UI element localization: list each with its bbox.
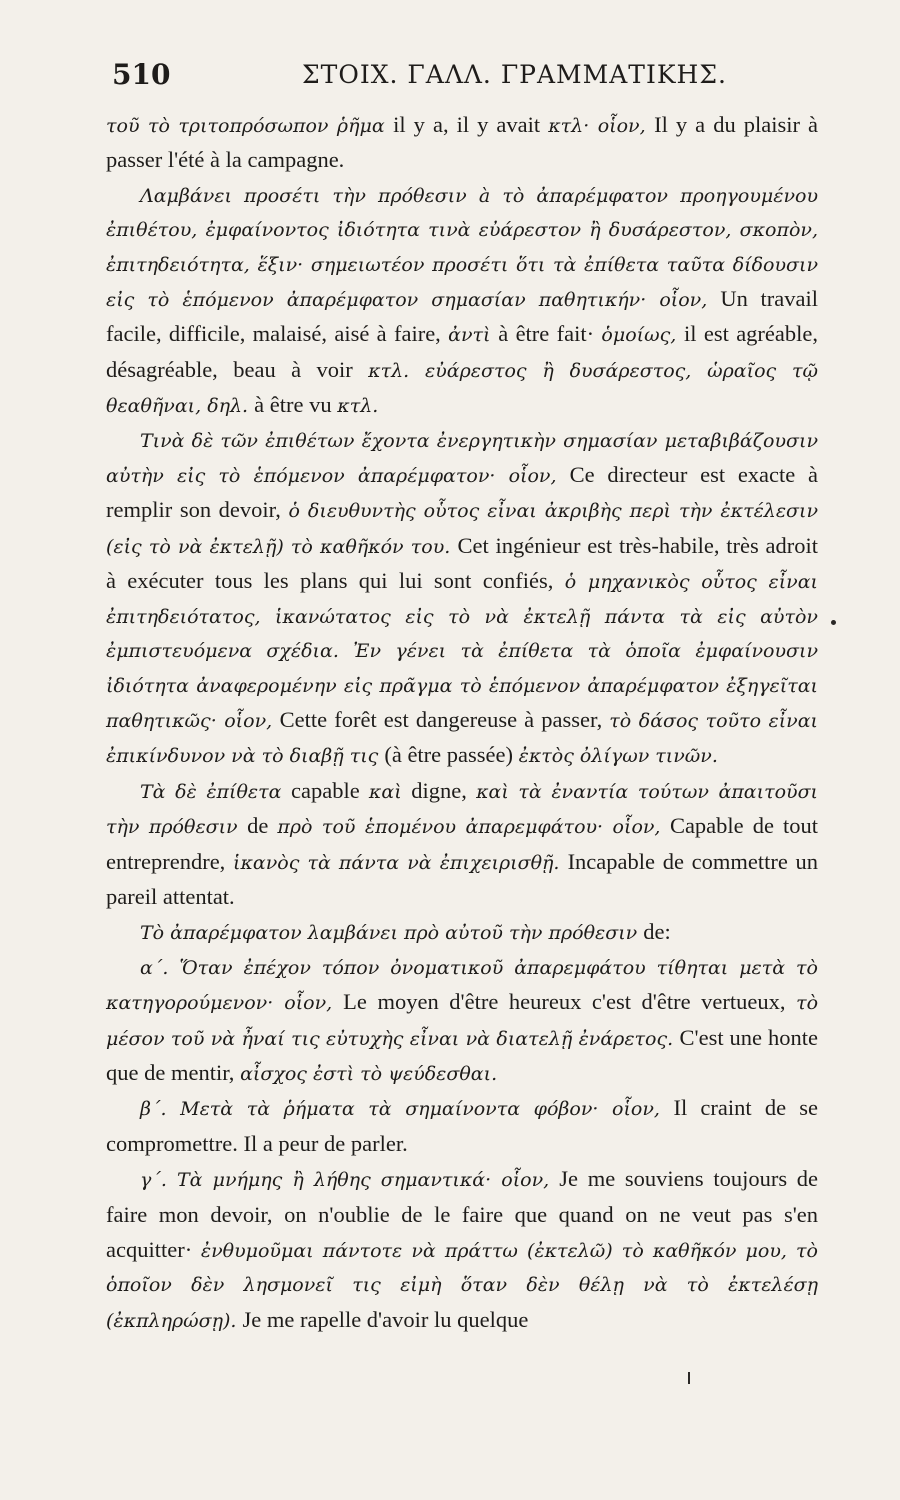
paragraph xyxy=(106,1162,818,1338)
french-example: capable xyxy=(291,777,369,803)
french-example: Cet ingénieur est très-habile, très adroit à exécuter tous les plans qui lui sont confiés, xyxy=(106,532,818,594)
french-example: Incapable de commettre un pareil attentat. xyxy=(106,848,819,909)
greek-text: ἐκτὸς ὀλίγων τινῶν. xyxy=(518,745,718,768)
greek-text: Τὰ δὲ ἐπίθετα xyxy=(140,780,292,803)
page-header xyxy=(112,58,827,98)
greek-text: αἶσχος ἐστὶ τὸ ψεύδεσθαι. xyxy=(240,1062,498,1085)
running-title: ΣΤΟΙΧ. ΓΑΛΛ. ΓΡΑΜΜΑΤΙΚΗΣ. xyxy=(302,60,727,89)
french-example: digne, xyxy=(411,777,477,803)
french-example: C'est une honte que de mentir, xyxy=(106,1024,818,1085)
french-example: à être vu xyxy=(254,392,338,418)
french-example: de: xyxy=(643,919,671,945)
greek-text: κτλ· οἷον, xyxy=(548,115,655,137)
greek-text: κτλ. xyxy=(337,395,379,418)
greek-text: γ΄. Τὰ μνήμης ἢ λήθης σημαντικά· οἷον, xyxy=(140,1169,560,1192)
greek-text: τὸ μέσον τοῦ νὰ ἦναί τις εὐτυχὴς εἶναι νὰ διατελῇ ἐνάρετος. xyxy=(106,992,819,1050)
greek-text: ἱκανὸς τὰ πάντα νὰ ἐπιχειρισθῇ. xyxy=(233,851,568,874)
french-example: Je me rapelle d'avoir lu quelque xyxy=(242,1306,529,1332)
greek-text: β΄. Μετὰ τὰ ῥήματα τὰ σημαίνοντα φόβον· οἷον, xyxy=(140,1098,674,1121)
ink-mark xyxy=(688,1372,690,1384)
paragraph xyxy=(106,1091,818,1162)
greek-text: τοῦ τὸ τριτοπρόσωπον ῥῆμα xyxy=(106,115,394,137)
greek-text: Τινὰ δὲ τῶν ἐπιθέτων ἔχοντα ἐνεργητικὴν σημασίαν μεταβιβάζουσιν αὐτὴν εἰς τὸ ἑπόμενον ἀπαρέμφατον· οἷον, xyxy=(106,429,818,488)
greek-text: ἐνθυμοῦμαι πάντοτε νὰ πράττω (ἐκτελῶ) τὸ καθῆκόν μου, τὸ ὁποῖον δὲν λησμονεῖ τις εἰμὴ ὅταν δὲν θέλῃ νὰ τὸ ἐκτελέσῃ (ἐκπληρώσῃ). xyxy=(106,1240,818,1332)
french-example: Le moyen d'être heureux c'est d'être vertueux, xyxy=(343,989,797,1015)
greek-text: Λαμβάνει προσέτι τὴν πρόθεσιν à τὸ ἀπαρέμφατον προηγουμένου ἐπιθέτου, ἐμφαίνοντος ἰδιότητα τινὰ εὐάρεστον ἢ δυσάρεστον, σκοπὸν, ἐπιτηδειότητα, ἕξιν· σημειωτέον προσέτι ὅτι τὰ ἐπίθετα ταῦτα δίδουσιν εἰς τὸ ἑπόμενον ἀπαρέμφατον σημασίαν παθητικήν· οἷον, xyxy=(106,184,818,312)
french-example: Cette forêt est dangereuse à passer, xyxy=(279,706,610,732)
paragraph xyxy=(106,774,818,916)
french-example: Je me souviens toujours de faire mon devoir, on n'oublie de le faire que quand on ne veut pas s'en acquitter· xyxy=(106,1166,818,1262)
french-example: Il craint de se compromettre. Il a peur de parler. xyxy=(106,1095,818,1156)
paragraph xyxy=(106,179,818,424)
greek-text: κτλ. εὐάρεστος ἢ δυσάρεστος, ὡραῖος τῷ θεαθῆναι, δηλ. xyxy=(106,359,819,418)
greek-text: ἀντὶ xyxy=(448,324,499,347)
french-example: (à être passée) xyxy=(384,742,519,768)
french-example: Ce directeur est exacte à remplir son devoir, xyxy=(106,462,818,523)
paragraph xyxy=(106,915,818,950)
greek-text: τὸ δάσος τοῦτο εἶναι ἐπικίνδυνον νὰ τὸ διαβῇ τις xyxy=(106,709,819,768)
paragraph xyxy=(106,424,818,774)
french-example: il y a, il y avait xyxy=(393,112,549,137)
greek-text: καὶ τὰ ἐναντία τούτων ἀπαιτοῦσι τὴν πρόθεσιν xyxy=(106,780,819,839)
greek-text: ὁμοίως, xyxy=(601,324,685,347)
greek-text: ὁ μηχανικὸς οὗτος εἶναι ἐπιτηδειότατος, ἱκανώτατος εἰς τὸ νὰ ἐκτελῇ πάντα τὰ εἰς αὐτὸν ἐμπιστευόμενα σχέδια. Ἐν γένει τὰ ἐπίθετα τὰ ὁποῖα ἐμφαίνουσιν ἰδιότητα ἀναφερομένην εἰς πρᾶγμα τὸ ἑπόμενον ἀπαρέμφατον ἐξηγεῖται παθητικῶς· οἷον, xyxy=(106,571,819,732)
greek-text: Τὸ ἀπαρέμφατον λαμβάνει πρὸ αὐτοῦ τὴν πρόθεσιν xyxy=(140,922,644,945)
page-number: 510 xyxy=(112,58,171,91)
greek-text: ὁ διευθυντὴς οὗτος εἶναι ἀκριβὴς περὶ τὴν ἐκτέλεσιν (εἰς τὸ νὰ ἐκτελῇ) τὸ καθῆκόν του. xyxy=(106,500,819,558)
greek-text: α΄. Ὅταν ἐπέχον τόπον ὀνοματικοῦ ἀπαρεμφάτου τίθηται μετὰ τὸ κατηγορούμενον· οἷον, xyxy=(106,956,818,1015)
french-example: Il y a du plaisir à passer l'été à la campagne. xyxy=(106,112,818,173)
french-example: Un travail facile, difficile, malaisé, aisé à faire, xyxy=(106,286,819,347)
french-example: il est agréable, désagréable, beau à voir xyxy=(106,321,819,382)
greek-text: πρὸ τοῦ ἑπομένου ἀπαρεμφάτου· οἷον, xyxy=(277,816,670,839)
french-example: Capable de tout entreprendre, xyxy=(106,813,818,874)
body-text xyxy=(106,108,818,1338)
greek-text: καὶ xyxy=(368,780,412,803)
paragraph xyxy=(106,951,818,1092)
paragraph xyxy=(106,108,818,179)
french-example: de xyxy=(247,813,278,839)
ink-speck xyxy=(831,620,836,625)
french-example: à être fait· xyxy=(498,321,602,347)
